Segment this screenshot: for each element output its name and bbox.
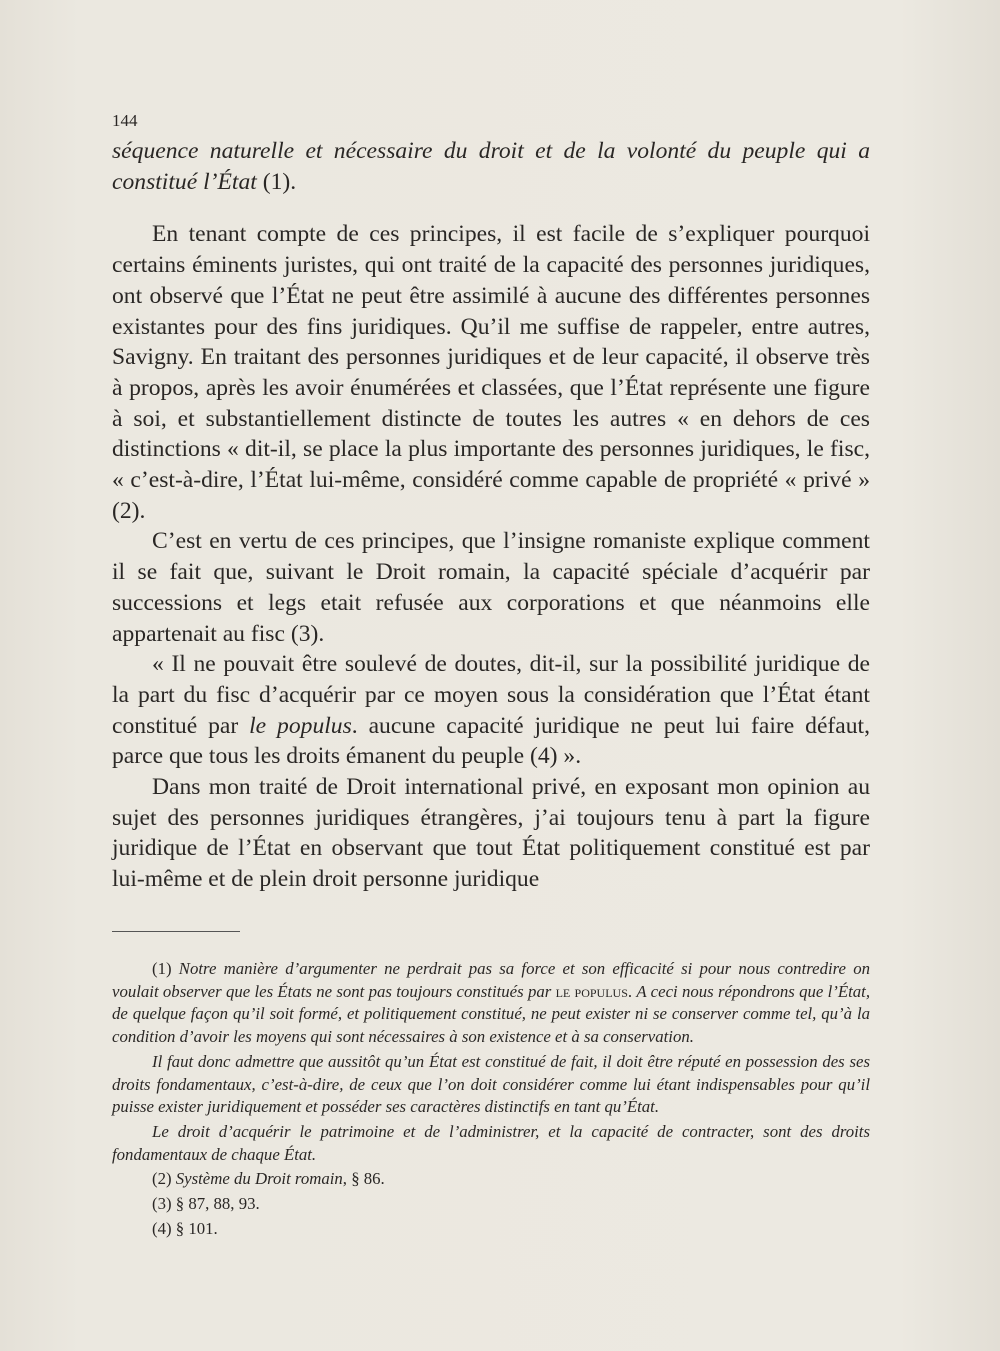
footnote [112,1193,870,1216]
text-segment: (2) [152,1169,176,1189]
footnote [112,1121,870,1166]
paragraph [112,772,870,895]
main-text [112,136,870,895]
paragraph [112,219,870,526]
text-segment: Il faut donc admettre que aussitôt qu’un État est constitué de fait, il doit être réputé en possession des ses droits fondamentaux, c’est-à-dire, de ceux que l’on doit considérer comme lui étant indispensables pour qu’il puisse exister juridiquement et posséder ses caractères distinctifs en tant qu’État. [112,1051,870,1117]
text-segment: A ceci nous répondrons que l’État, de quelque façon qu’il soit formé, et politiquement constitué, ne peut exister ni se conserver comme tel, qu’à la condition d’avoir les moyens qui sont nécessaires à son existence et à sa conservation. [112,981,871,1047]
text-segment: C’est en vertu de ces principes, que l’insigne romaniste explique comment il se fait que, suivant le Droit romain, la capacité spéciale d’acquérir par successions et legs etait refusée aux corporations et que néanmoins elle appartenait au fisc (3). [112,528,870,647]
text-segment: Notre manière d’argumenter ne perdrait pas sa force et son efficacité si pour nous contredire on voulait observer que les États ne sont pas toujours constitués par [112,959,870,1001]
text-segment: le populus [249,712,352,739]
text-segment: . aucune capacité juridique ne peut lui faire défaut, parce que tous les droits émanent du peuple (4) ». [112,712,871,770]
paragraph-continuation [112,136,870,197]
text-segment: . [627,981,637,1001]
paragraph [112,526,870,649]
text-segment: (3) § 87, 88, 93. [152,1194,260,1214]
text-segment: le populus [555,981,628,1001]
text-segment: « Il ne pouvait être soulevé de doutes, dit-il, sur la possibilité juridique de la part du fisc d’acquérir par ce moyen sous la considération que l’État étant constitué par [112,651,870,739]
text-segment: (1) [152,959,179,978]
text-segment: (4) § 101. [152,1218,218,1238]
footnote [112,1218,870,1241]
text-segment: En tenant compte de ces principes, il est facile de s’expliquer pourquoi certains éminents juristes, qui ont traité de la capacité des personnes juridiques, ont observé que l’État ne peut être assimilé à aucune des différentes personnes existantes pour des fins juridiques. Qu’il me suffise de rappeler, entre autres, Savigny. En traitant des personnes juridiques et de leur capacité, il observe très à propos, après les avoir énumérées et classées, que l’État représente une figure à soi, et substantiellement distincte de toutes les autres « en dehors de ces distinctions « dit-il, se place la plus importante des personnes juridiques, le fisc, « c’est-à-dire, l’État lui-même, considéré comme capable de propriété « privé » (2). [112,221,870,524]
text-segment: Système du Droit romain [175,1169,343,1189]
footnote-separator [112,931,240,932]
text-segment: (1). [256,168,297,195]
text-segment: Dans mon traité de Droit international privé, en exposant mon opinion au sujet des personnes juridiques étrangères, j’ai toujours tenu à part la figure juridique de l’État en observant que tout État politiquement constitué est par lui-même et de plein droit personne juridique [112,774,870,893]
footnote [112,1168,870,1191]
text-segment: , § 86. [342,1169,385,1189]
page-number: 144 [112,111,138,130]
footnote [112,1051,870,1119]
text-segment: Le droit d’acquérir le patrimoine et de l’administrer, et la capacité de contracter, sont des droits fondamentaux de chaque État. [112,1121,870,1164]
paragraph [112,649,870,772]
footnote [112,958,870,1049]
footnotes [112,958,870,1242]
text-segment: séquence naturelle et nécessaire du droit et de la volonté du peuple qui a constitué l’État [112,138,870,195]
